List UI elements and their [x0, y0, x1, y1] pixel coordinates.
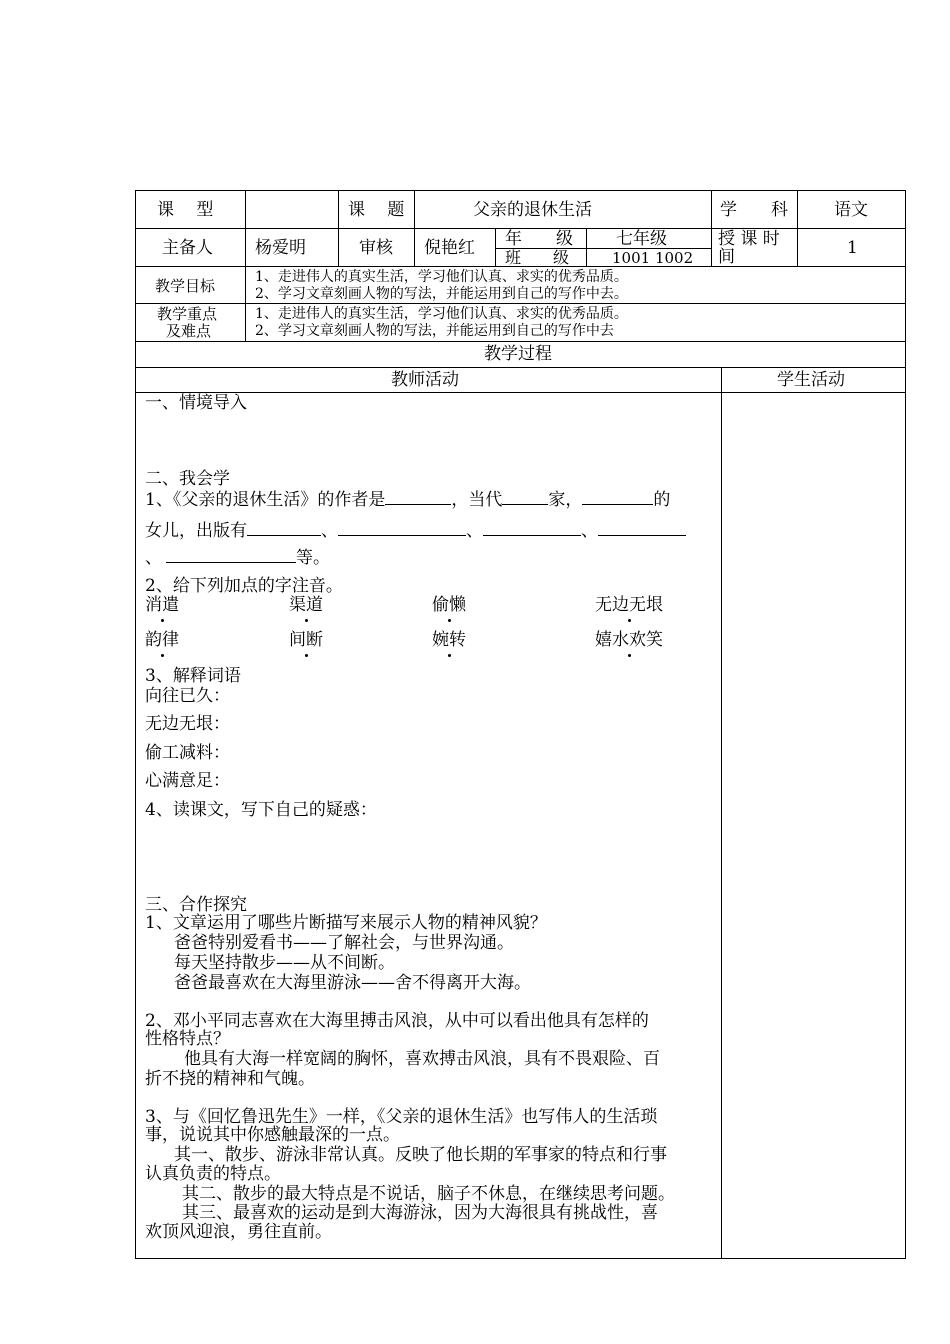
- subject-label: 学 科: [720, 200, 788, 220]
- question-2: 2、给下列加点的字注音。: [145, 576, 343, 596]
- fill-blank[interactable]: [483, 519, 581, 536]
- col-divider: [586, 228, 587, 266]
- fill-blank[interactable]: [598, 519, 686, 536]
- definition-4: 心满意足：: [145, 771, 230, 791]
- explore-3-line-1: 3、与《回忆鲁迅先生》一样，《父亲的退休生活》也写伟人的生活琐: [145, 1107, 658, 1127]
- explore-2-line-1: 2、邓小平同志喜欢在大海里搏击风浪，从中可以看出他具有怎样的: [145, 1011, 649, 1031]
- definition-1: 向往已久：: [145, 686, 230, 706]
- word-4: 无边无垠: [595, 595, 663, 615]
- process-title: 教学过程: [484, 344, 552, 364]
- explore-3-answer-1-line-2: 认真负责的特点。: [145, 1164, 281, 1184]
- fill-blank[interactable]: [582, 488, 653, 505]
- col-divider: [414, 190, 415, 266]
- definition-2: 无边无垠：: [145, 714, 230, 734]
- keypoints-label: 教学重点: [157, 305, 218, 323]
- section-2-heading: 二、我会学: [145, 469, 230, 489]
- explore-1-answer-c: 爸爸最喜欢在大海里游泳——舍不得离开大海。: [174, 973, 531, 993]
- fill-blank[interactable]: [247, 519, 321, 536]
- section-1-heading: 一、情境导入: [145, 393, 247, 413]
- grade-value: 七年级: [616, 229, 667, 249]
- row-divider: [135, 392, 906, 393]
- word-5: 韵律: [145, 630, 179, 650]
- word-8: 嬉水欢笑: [595, 630, 663, 650]
- class-value: 1001 1002: [612, 249, 694, 267]
- row-divider: [135, 303, 906, 304]
- fill-blank[interactable]: [166, 546, 296, 563]
- time-value: 1: [847, 238, 858, 258]
- explore-3-answer-1-line-1: 其一、散步、游泳非常认真。反映了他长期的军事家的特点和行事: [174, 1145, 667, 1165]
- subject-value: 语文: [834, 200, 868, 220]
- topic-value: 父亲的退休生活: [473, 200, 592, 220]
- col-divider: [495, 228, 496, 266]
- reviewer-value: 倪艳红: [424, 238, 475, 258]
- word-1: 消遣: [145, 595, 179, 615]
- col-divider: [711, 190, 712, 266]
- time-label: 授 课 时: [718, 229, 780, 249]
- fill-blank[interactable]: [385, 488, 451, 505]
- teacher-col-header: 教师活动: [391, 370, 459, 390]
- explore-3-answer-3-line-2: 欢顶风迎浪，勇往直前。: [145, 1222, 332, 1242]
- goals-line-1: 1、走进伟人的真实生活，学习他们认真、求实的优秀品质。: [255, 269, 628, 285]
- word-7: 婉转: [432, 630, 466, 650]
- explore-2-line-2: 性格特点？: [145, 1029, 230, 1049]
- goals-line-2: 2、学习文章刻画人物的写法，并能运用到自己的写作中去。: [255, 286, 628, 302]
- explore-3-answer-3-line-1: 其三、最喜欢的运动是到大海游泳，因为大海很具有挑战性，喜: [182, 1203, 658, 1223]
- explore-3-answer-2: 其二、散步的最大特点是不说话，脑子不休息，在继续思考问题。: [182, 1184, 675, 1204]
- col-divider: [721, 367, 722, 1259]
- keypoints-line-2: 2、学习文章刻画人物的写法，并能运用到自己的写作中去: [255, 323, 614, 339]
- explore-2-answer-line-1: 他具有大海一样宽阔的胸怀，喜欢搏击风浪，具有不畏艰险、百: [184, 1049, 660, 1069]
- keypoints-label-2: 及难点: [166, 322, 212, 340]
- col-divider: [245, 190, 246, 341]
- fill-blank[interactable]: [502, 488, 548, 505]
- type-label: 课 型: [157, 200, 214, 220]
- col-divider: [338, 190, 339, 266]
- explore-1: 1、文章运用了哪些片断描写来展示人物的精神风貌？: [145, 913, 547, 933]
- explore-1-answer-a: 爸爸特别爱看书——了解社会，与世界沟通。: [174, 933, 514, 953]
- goals-label: 教学目标: [155, 277, 216, 295]
- explore-1-answer-b: 每天坚持散步——从不间断。: [174, 953, 395, 973]
- word-3: 偷懒: [432, 595, 466, 615]
- question-1-line-1: 1、《父亲的退休生活》的作者是 ，当代 家， 的: [145, 490, 671, 510]
- col-divider: [797, 190, 798, 266]
- class-label: 班 级: [505, 248, 570, 267]
- explore-3-line-2: 事，说说其中你感触最深的一点。: [145, 1125, 400, 1145]
- definition-3: 偷工减料：: [145, 743, 230, 763]
- preparer-value: 杨爱明: [255, 238, 306, 258]
- keypoints-line-1: 1、走进伟人的真实生活，学习他们认真、求实的优秀品质。: [255, 306, 628, 322]
- question-4: 4、读课文，写下自己的疑惑：: [145, 800, 377, 820]
- grade-label: 年 级: [505, 229, 573, 249]
- question-1-line-3: 、 等。: [145, 548, 330, 568]
- word-6: 间断: [289, 630, 323, 650]
- topic-label: 课 题: [348, 200, 405, 220]
- question-3: 3、解释词语: [145, 666, 241, 686]
- student-col-header: 学生活动: [777, 370, 845, 390]
- question-1-line-2: 女儿，出版有 、 、 、: [145, 519, 686, 541]
- preparer-label: 主备人: [162, 238, 213, 258]
- fill-blank[interactable]: [338, 519, 466, 536]
- time-label-2: 间: [718, 247, 735, 267]
- row-divider: [135, 341, 906, 342]
- row-divider: [135, 367, 906, 368]
- reviewer-label: 审核: [359, 238, 393, 258]
- explore-2-answer-line-2: 折不挠的精神和气魄。: [145, 1069, 315, 1089]
- section-3-heading: 三、合作探究: [145, 895, 247, 915]
- word-2: 渠道: [289, 595, 323, 615]
